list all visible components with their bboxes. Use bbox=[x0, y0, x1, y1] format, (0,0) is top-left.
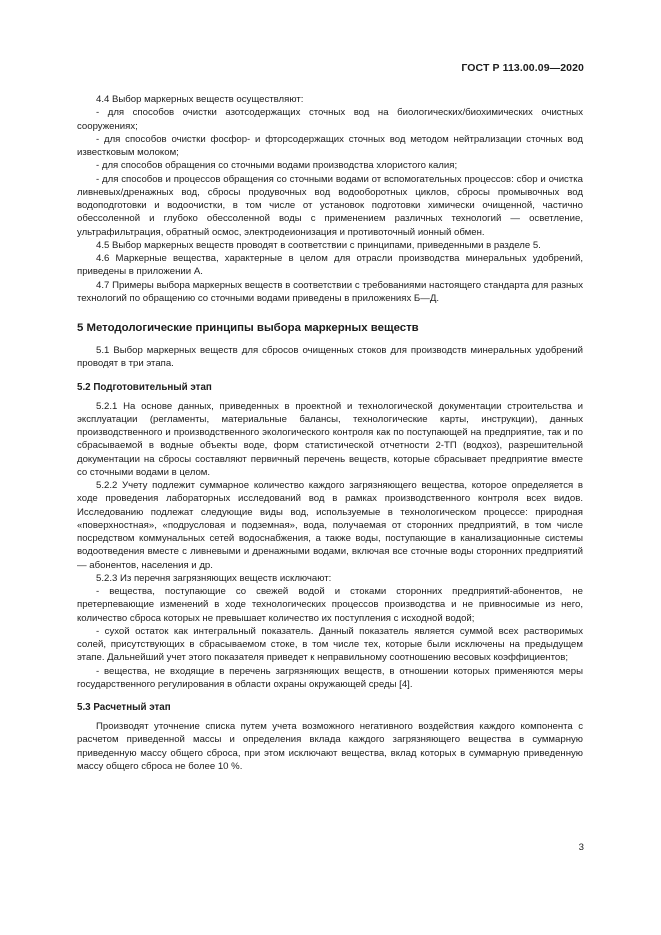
paragraph-5-3: Производят уточнение списка путем учета возможного негативного воздействия каждого компонента с расчетом приведенной массы и определения вклада каждого загрязняющего вещества в суммарную приведенную массу общего сброса, при этом исключают вещества, вклад которых в суммарную приведенную массу общего сброса не более 10 %. bbox=[77, 721, 583, 772]
document-code-header: ГОСТ Р 113.00.09—2020 bbox=[461, 62, 584, 74]
paragraph-5-1: 5.1 Выбор маркерных веществ для сбросов очищенных стоков для производств минеральных удобрений проводят в три этапа. bbox=[77, 345, 583, 370]
list-item: - для способов обращения со сточными водами производства хлористого калия; bbox=[96, 160, 458, 172]
subsection-5-2-title: 5.2 Подготовительный этап bbox=[77, 381, 212, 393]
paragraph-5-2-1: 5.2.1 На основе данных, приведенных в проектной и технологической документации строительства и эксплуатации (регламенты, материальные балансы, технологические карты, инструкции), данных производственного и производственного экологического контроля как по поступающей на предприятие, так и по сбрасываемой в водные объекты воде, форм статистической отчетности 2-ТП (водхоз), разрешительной документации на сбросы составляют первичный перечень веществ, которые сбрасывает предприятие вместе со сточными водами в целом. bbox=[77, 400, 583, 478]
paragraph-5-2-2: 5.2.2 Учету подлежит суммарное количество каждого загрязняющего вещества, которое определяется в ходе проведения лабораторных исследований вод в рамках производственного контроля всех видов. Исследованию подлежат следующие виды вод, используемые в технологическом процессе: природная «поверхностная», «подрусловая и подземная», вода, получаемая от сторонних предприятий, в том числе посредством коммунальных сетей водоснабжения, а также воды, поступающие в канализационные системы водоотведения вместе с ливневыми и дренажными водами, включая все сточные воды сторонних предприятий — абонентов, населения и др. bbox=[77, 480, 583, 571]
paragraph-4-6: 4.6 Маркерные вещества, характерные в целом для отрасли производства минеральных удобрений, приведены в приложении А. bbox=[77, 253, 583, 278]
list-item: - вещества, не входящие в перечень загрязняющих веществ, в отношении которых применяются меры государственного регулирования в области охраны окружающей среды [4]. bbox=[77, 665, 583, 690]
paragraph-4-5: 4.5 Выбор маркерных веществ проводят в соответствии с принципами, приведенными в разделе 5. bbox=[96, 239, 541, 251]
list-item: - для способов очистки азотсодержащих сточных вод на биологических/биохимических очистных сооружениях; bbox=[77, 107, 583, 132]
paragraph-5-2-3-intro: 5.2.3 Из перечня загрязняющих веществ исключают: bbox=[96, 572, 332, 584]
list-item: - вещества, поступающие со свежей водой и стоками сторонних предприятий-абонентов, не претерпевающие изменений в ходе технологических процессов производства и не привносимые из него, количество сброса которых не превышает количество их поступления с исходной водой; bbox=[77, 586, 583, 624]
paragraph-4-4-intro: 4.4 Выбор маркерных веществ осуществляют: bbox=[96, 94, 304, 105]
subsection-5-3-title: 5.3 Расчетный этап bbox=[77, 702, 171, 713]
document-body bbox=[77, 93, 583, 773]
paragraph-4-7: 4.7 Примеры выбора маркерных веществ в соответствии с требованиями настоящего стандарта для разных технологий по обращению со сточными водами приведены в приложениях Б—Д. bbox=[77, 279, 583, 304]
page-number: 3 bbox=[578, 842, 584, 853]
list-item: - для способов очистки фосфор- и фторсодержащих сточных вод методом нейтрализации сточных вод известковым молоком; bbox=[77, 133, 583, 158]
list-item: - сухой остаток как интегральный показатель. Данный показатель является суммой всех растворимых солей, присутствующих в сбрасываемом стоке, в том числе тех, которые были исключены на предыдущем этапе. Дальнейший учет этого показателя приведет к неправильному соотношению весовых коэффициентов; bbox=[77, 625, 583, 664]
list-item: - для способов и процессов обращения со сточными водами от вспомогательных процессов: сбор и очистка ливневых/дренажных вод, сбросы продувочных вод водооборотных циклов, сбросы промывочных вод водоподготовки и водоочистки, в том числе от установок подготовки химически очищенной, частично обессоленной и глубоко обессоленной воды с применением различных технологий — осветление, ультрафильтрация, обратный осмос, электродеионизация и противоточный ионный обмен. bbox=[77, 173, 583, 238]
section-5-title: 5 Методологические принципы выбора маркерных веществ bbox=[77, 322, 419, 334]
